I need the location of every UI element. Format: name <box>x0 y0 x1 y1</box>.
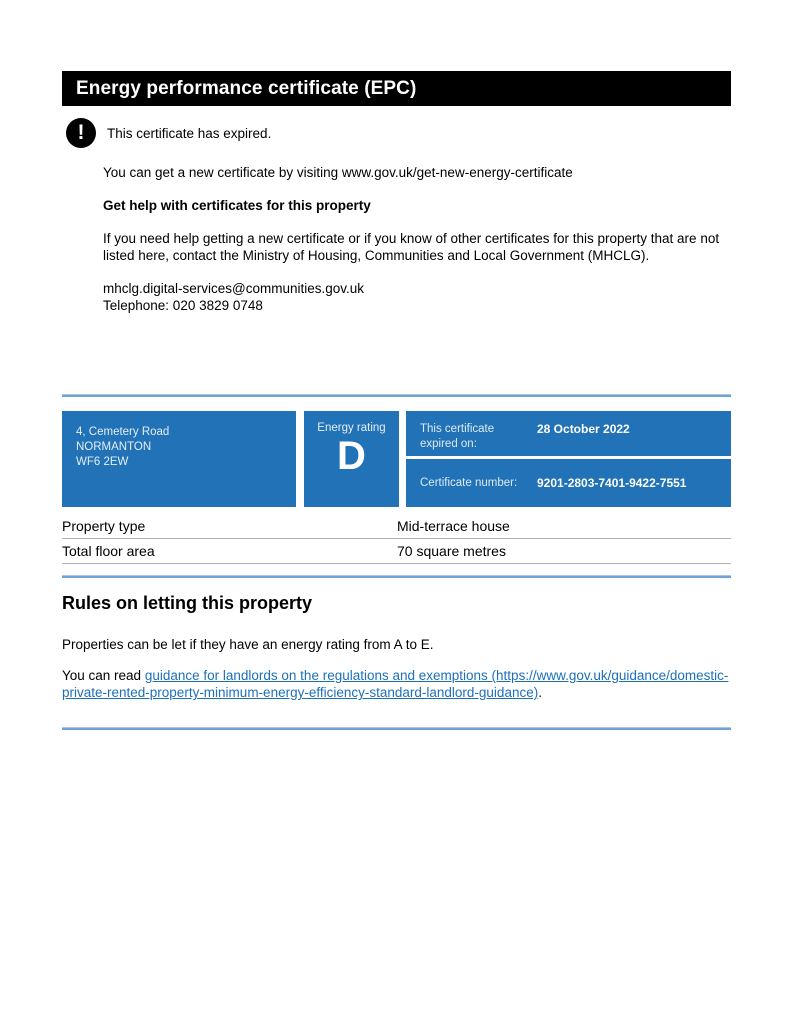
warning-icon-glyph: ! <box>77 121 85 144</box>
warning-icon <box>66 118 96 148</box>
address-line-1: 4, Cemetery Road <box>76 426 170 438</box>
property-type-label: Property type <box>62 518 146 534</box>
property-details-table <box>62 514 731 564</box>
section-divider-bottom <box>62 727 731 730</box>
help-heading: Get help with certificates for this property <box>103 198 371 213</box>
letting-rules-body: Properties can be let if they have an energy rating from A to E. <box>62 637 434 652</box>
certificate-title-bar <box>62 71 731 106</box>
notice-body <box>103 164 731 314</box>
certificate-number-value: 9201-2803-7401-9422-7551 <box>537 475 687 490</box>
page-title: Energy performance certificate (EPC) <box>76 77 417 99</box>
help-body-text: If you need help getting a new certificate or if you know of other certificates for this property that are not listed here, contact the Ministry of Housing, Communities and Local Government (MHCLG). <box>103 231 720 263</box>
property-type-value: Mid-terrace house <box>397 518 510 534</box>
floor-area-value: 70 square metres <box>397 543 506 559</box>
table-row <box>62 514 731 539</box>
certificate-number-box <box>406 459 731 507</box>
certificate-number-label: Certificate number: <box>420 476 518 489</box>
guidance-text-suffix: . <box>538 685 542 700</box>
address-line-3: WF6 2EW <box>76 456 129 468</box>
property-address-box <box>62 411 296 507</box>
new-certificate-text: You can get a new certificate by visiting www.gov.uk/get-new-energy-certificate <box>103 165 573 180</box>
letting-guidance-paragraph <box>62 667 731 701</box>
letting-rules-heading: Rules on letting this property <box>62 593 313 613</box>
contact-telephone: Telephone: 020 3829 0748 <box>103 298 263 313</box>
address-line-2: NORMANTON <box>76 441 152 453</box>
energy-rating-value: D <box>337 434 366 478</box>
guidance-text-prefix: You can read <box>62 668 145 683</box>
certificate-detail-column <box>406 411 731 507</box>
contact-email: mhclg.digital-services@communities.gov.uk <box>103 281 365 296</box>
expired-notice <box>62 118 731 148</box>
contact-block <box>103 280 731 314</box>
expiry-box <box>406 411 731 456</box>
floor-area-label: Total floor area <box>62 543 155 559</box>
expired-status-text: This certificate has expired. <box>107 125 272 141</box>
certificate-summary <box>62 411 731 507</box>
section-divider-middle <box>62 575 731 578</box>
expiry-date: 28 October 2022 <box>537 422 630 436</box>
energy-rating-label: Energy rating <box>317 422 386 434</box>
expiry-label: This certificate expired on: <box>420 423 495 450</box>
table-row <box>62 539 731 564</box>
landlord-guidance-link[interactable]: guidance for landlords on the regulations and exemptions (https://www.gov.uk/guidance/domestic-private-rented-property-minimum-energy-efficiency-standard-landlord-guidance) <box>62 668 729 700</box>
section-divider-top <box>62 394 731 397</box>
energy-rating-box <box>304 411 399 507</box>
